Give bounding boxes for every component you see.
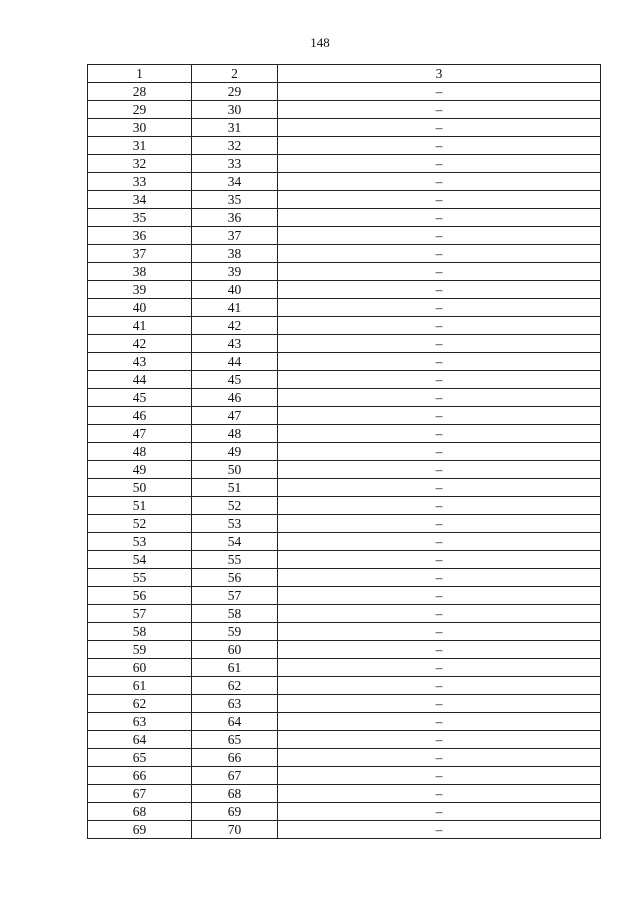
table-cell-col1: 42 [88, 335, 192, 353]
table-cell-col2: 66 [192, 749, 278, 767]
table-cell-col1: 40 [88, 299, 192, 317]
column-header-2: 2 [192, 65, 278, 83]
data-table [87, 64, 601, 839]
table-cell-col2: 58 [192, 605, 278, 623]
table-cell-col3: – [278, 281, 601, 299]
table-cell-col2: 47 [192, 407, 278, 425]
table-cell-col2: 57 [192, 587, 278, 605]
table-row [88, 677, 601, 695]
table-cell-col3: – [278, 173, 601, 191]
table-cell-col2: 59 [192, 623, 278, 641]
table-cell-col3: – [278, 299, 601, 317]
table-cell-col1: 63 [88, 713, 192, 731]
table-cell-col1: 45 [88, 389, 192, 407]
table-row [88, 767, 601, 785]
table-cell-col1: 30 [88, 119, 192, 137]
table-cell-col1: 53 [88, 533, 192, 551]
table-cell-col2: 51 [192, 479, 278, 497]
table-cell-col1: 67 [88, 785, 192, 803]
table-row [88, 479, 601, 497]
page-number: 148 [310, 35, 330, 50]
table-cell-col1: 32 [88, 155, 192, 173]
table-cell-col1: 61 [88, 677, 192, 695]
table-row [88, 227, 601, 245]
table-row [88, 461, 601, 479]
table-cell-col1: 55 [88, 569, 192, 587]
table-row [88, 371, 601, 389]
table-cell-col3: – [278, 767, 601, 785]
table-row [88, 299, 601, 317]
table-cell-col1: 29 [88, 101, 192, 119]
table-cell-col2: 67 [192, 767, 278, 785]
table-row [88, 533, 601, 551]
table-row [88, 83, 601, 101]
table-row [88, 245, 601, 263]
table-cell-col3: – [278, 749, 601, 767]
table-row [88, 263, 601, 281]
table-cell-col1: 33 [88, 173, 192, 191]
table-cell-col1: 62 [88, 695, 192, 713]
table-cell-col2: 38 [192, 245, 278, 263]
table-cell-col3: – [278, 821, 601, 839]
table-cell-col3: – [278, 623, 601, 641]
table-cell-col2: 40 [192, 281, 278, 299]
table-cell-col1: 68 [88, 803, 192, 821]
table-cell-col3: – [278, 263, 601, 281]
table-cell-col1: 37 [88, 245, 192, 263]
table-cell-col3: – [278, 641, 601, 659]
table-cell-col1: 60 [88, 659, 192, 677]
table-row [88, 155, 601, 173]
table-cell-col1: 51 [88, 497, 192, 515]
table-cell-col3: – [278, 785, 601, 803]
table-cell-col2: 61 [192, 659, 278, 677]
table-cell-col1: 69 [88, 821, 192, 839]
table-cell-col3: – [278, 245, 601, 263]
table-cell-col2: 49 [192, 443, 278, 461]
table-cell-col2: 50 [192, 461, 278, 479]
table-cell-col2: 63 [192, 695, 278, 713]
table-row [88, 515, 601, 533]
table-cell-col1: 59 [88, 641, 192, 659]
table-row [88, 785, 601, 803]
table-cell-col2: 54 [192, 533, 278, 551]
table-cell-col3: – [278, 461, 601, 479]
table-cell-col3: – [278, 677, 601, 695]
table-cell-col3: – [278, 443, 601, 461]
table-cell-col3: – [278, 425, 601, 443]
table-cell-col1: 43 [88, 353, 192, 371]
table-row [88, 659, 601, 677]
table-row [88, 731, 601, 749]
table-cell-col1: 65 [88, 749, 192, 767]
table-row [88, 317, 601, 335]
table-cell-col3: – [278, 515, 601, 533]
table-cell-col3: – [278, 659, 601, 677]
table-cell-col2: 48 [192, 425, 278, 443]
table-cell-col1: 47 [88, 425, 192, 443]
table-row [88, 551, 601, 569]
table-row [88, 695, 601, 713]
table-cell-col3: – [278, 551, 601, 569]
table-cell-col1: 58 [88, 623, 192, 641]
table-cell-col2: 33 [192, 155, 278, 173]
table-cell-col1: 46 [88, 407, 192, 425]
table-cell-col1: 34 [88, 191, 192, 209]
table-cell-col2: 35 [192, 191, 278, 209]
table-cell-col1: 38 [88, 263, 192, 281]
table-cell-col2: 70 [192, 821, 278, 839]
table-row [88, 803, 601, 821]
table-cell-col3: – [278, 371, 601, 389]
table-cell-col3: – [278, 119, 601, 137]
table-row [88, 101, 601, 119]
table-row [88, 821, 601, 839]
table-cell-col1: 50 [88, 479, 192, 497]
table-row [88, 497, 601, 515]
table-cell-col3: – [278, 479, 601, 497]
table-cell-col1: 56 [88, 587, 192, 605]
table-cell-col3: – [278, 533, 601, 551]
table-cell-col3: – [278, 731, 601, 749]
table-body [88, 83, 601, 839]
table-cell-col3: – [278, 335, 601, 353]
table-cell-col2: 44 [192, 353, 278, 371]
table-cell-col3: – [278, 497, 601, 515]
table-cell-col2: 60 [192, 641, 278, 659]
table-cell-col3: – [278, 155, 601, 173]
table-row [88, 119, 601, 137]
table-cell-col1: 35 [88, 209, 192, 227]
table-cell-col2: 65 [192, 731, 278, 749]
table-row [88, 209, 601, 227]
table-row [88, 407, 601, 425]
table-cell-col2: 30 [192, 101, 278, 119]
table-row [88, 137, 601, 155]
table-cell-col2: 46 [192, 389, 278, 407]
table-cell-col1: 57 [88, 605, 192, 623]
table-cell-col3: – [278, 803, 601, 821]
table-row [88, 587, 601, 605]
column-header-3: 3 [278, 65, 601, 83]
table-cell-col2: 42 [192, 317, 278, 335]
table-cell-col1: 48 [88, 443, 192, 461]
table-cell-col2: 43 [192, 335, 278, 353]
table-cell-col2: 36 [192, 209, 278, 227]
table-cell-col1: 36 [88, 227, 192, 245]
table-cell-col3: – [278, 83, 601, 101]
table-cell-col2: 32 [192, 137, 278, 155]
table-row [88, 173, 601, 191]
table-cell-col3: – [278, 209, 601, 227]
table-cell-col2: 39 [192, 263, 278, 281]
table-cell-col3: – [278, 587, 601, 605]
table-cell-col3: – [278, 353, 601, 371]
table-row [88, 569, 601, 587]
table-cell-col3: – [278, 191, 601, 209]
table-cell-col2: 34 [192, 173, 278, 191]
table-cell-col1: 54 [88, 551, 192, 569]
table-cell-col2: 53 [192, 515, 278, 533]
table-row [88, 191, 601, 209]
table-row [88, 641, 601, 659]
table-cell-col2: 37 [192, 227, 278, 245]
table-row [88, 425, 601, 443]
table-cell-col2: 55 [192, 551, 278, 569]
table-cell-col2: 69 [192, 803, 278, 821]
table-cell-col3: – [278, 227, 601, 245]
table-cell-col2: 62 [192, 677, 278, 695]
table-cell-col3: – [278, 569, 601, 587]
table-cell-col1: 41 [88, 317, 192, 335]
table-cell-col3: – [278, 407, 601, 425]
table-cell-col1: 31 [88, 137, 192, 155]
table-cell-col1: 64 [88, 731, 192, 749]
table-cell-col3: – [278, 389, 601, 407]
table-row [88, 749, 601, 767]
table-cell-col2: 45 [192, 371, 278, 389]
table-cell-col3: – [278, 317, 601, 335]
table-row [88, 281, 601, 299]
table-row [88, 335, 601, 353]
table-header-row [88, 65, 601, 83]
table-cell-col1: 28 [88, 83, 192, 101]
table-row [88, 353, 601, 371]
table-cell-col1: 39 [88, 281, 192, 299]
table-row [88, 605, 601, 623]
table-cell-col2: 64 [192, 713, 278, 731]
table-cell-col2: 29 [192, 83, 278, 101]
table-row [88, 443, 601, 461]
table-row [88, 389, 601, 407]
table-cell-col3: – [278, 695, 601, 713]
table-cell-col3: – [278, 137, 601, 155]
column-header-1: 1 [88, 65, 192, 83]
table-cell-col2: 41 [192, 299, 278, 317]
table-cell-col1: 49 [88, 461, 192, 479]
table-cell-col2: 31 [192, 119, 278, 137]
table-cell-col2: 68 [192, 785, 278, 803]
table-cell-col1: 66 [88, 767, 192, 785]
table-cell-col3: – [278, 101, 601, 119]
table-row [88, 713, 601, 731]
table-cell-col2: 56 [192, 569, 278, 587]
table-row [88, 623, 601, 641]
table-cell-col3: – [278, 605, 601, 623]
table-cell-col2: 52 [192, 497, 278, 515]
table-cell-col1: 52 [88, 515, 192, 533]
table-cell-col3: – [278, 713, 601, 731]
table-cell-col1: 44 [88, 371, 192, 389]
